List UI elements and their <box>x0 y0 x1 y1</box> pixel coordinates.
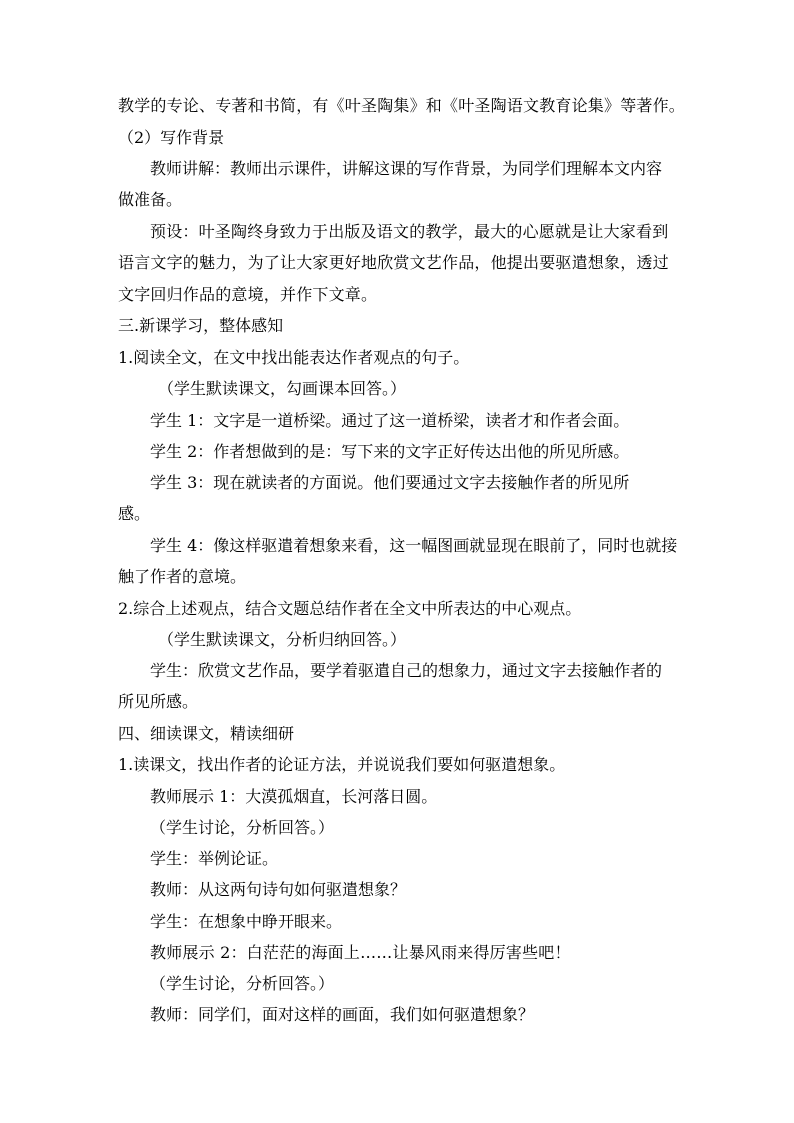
paragraph-line: 教学的专论、专著和书简，有《叶圣陶集》和《叶圣陶语文教育论集》等著作。 <box>118 96 686 115</box>
section-subheading: （2）写作背景 <box>118 128 225 147</box>
question-line: 1.阅读全文，在文中找出能表达作者观点的句子。 <box>118 348 470 367</box>
student-answer: 学生：欣赏文艺作品，要学着驱遣自己的想象力，通过文字去接触作者的 <box>150 661 663 680</box>
question-line: 2.综合上述观点，结合文题总结作者在全文中所表达的中心观点。 <box>118 599 582 618</box>
section-heading: 三.新课学习，整体感知 <box>118 316 284 335</box>
student-answer: 学生 2：作者想做到的是：写下来的文字正好传达出他的所见所感。 <box>150 442 630 461</box>
teacher-question: 教师：从这两句诗句如何驱遣想象？ <box>150 880 407 899</box>
student-answer-continued: 所见所感。 <box>118 692 199 711</box>
teacher-display: 教师展示 2：白茫茫的海面上……让暴风雨来得厉害些吧！ <box>150 943 571 962</box>
student-answer: 学生：在想象中睁开眼来。 <box>150 912 343 931</box>
paragraph-line: 做准备。 <box>118 190 183 209</box>
section-heading: 四、细读课文，精读细研 <box>118 724 295 743</box>
activity-note: （学生默读课文，分析归纳回答。） <box>158 630 407 649</box>
paragraph-line: 教师讲解：教师出示课件，讲解这课的写作背景，为同学们理解本文内容 <box>150 159 663 178</box>
student-answer-continued: 感。 <box>118 504 151 523</box>
student-answer: 学生 3：现在就读者的方面说。他们要通过文字去接触作者的所见所 <box>150 473 630 492</box>
activity-note: （学生讨论，分析回答。） <box>150 974 335 993</box>
paragraph-line: 文字回归作品的意境，并作下文章。 <box>118 285 378 304</box>
paragraph-line: 语言文字的魅力，为了让大家更好地欣赏文艺作品，他提出要驱遣想象，透过 <box>118 253 669 272</box>
teacher-display: 教师展示 1：大漠孤烟直，长河落日圆。 <box>150 787 438 806</box>
student-answer: 学生：举例论证。 <box>150 849 279 868</box>
question-line: 1.读课文，找出作者的论证方法，并说说我们要如何驱遣想象。 <box>118 755 566 774</box>
teacher-question: 教师：同学们，面对这样的画面，我们如何驱遣想象？ <box>150 1005 535 1024</box>
student-answer: 学生 1：文字是一道桥梁。通过了这一道桥梁，读者才和作者会面。 <box>150 411 630 430</box>
activity-note: （学生默读课文，勾画课本回答。） <box>158 379 407 398</box>
student-answer: 学生 4：像这样驱遣着想象来看，这一幅图画就显现在眼前了，同时也就接 <box>150 536 678 555</box>
paragraph-line: 预设：叶圣陶终身致力于出版及语文的教学，最大的心愿就是让大家看到 <box>150 222 669 241</box>
student-answer-continued: 触了作者的意境。 <box>118 567 247 586</box>
activity-note: （学生讨论，分析回答。） <box>150 818 335 837</box>
